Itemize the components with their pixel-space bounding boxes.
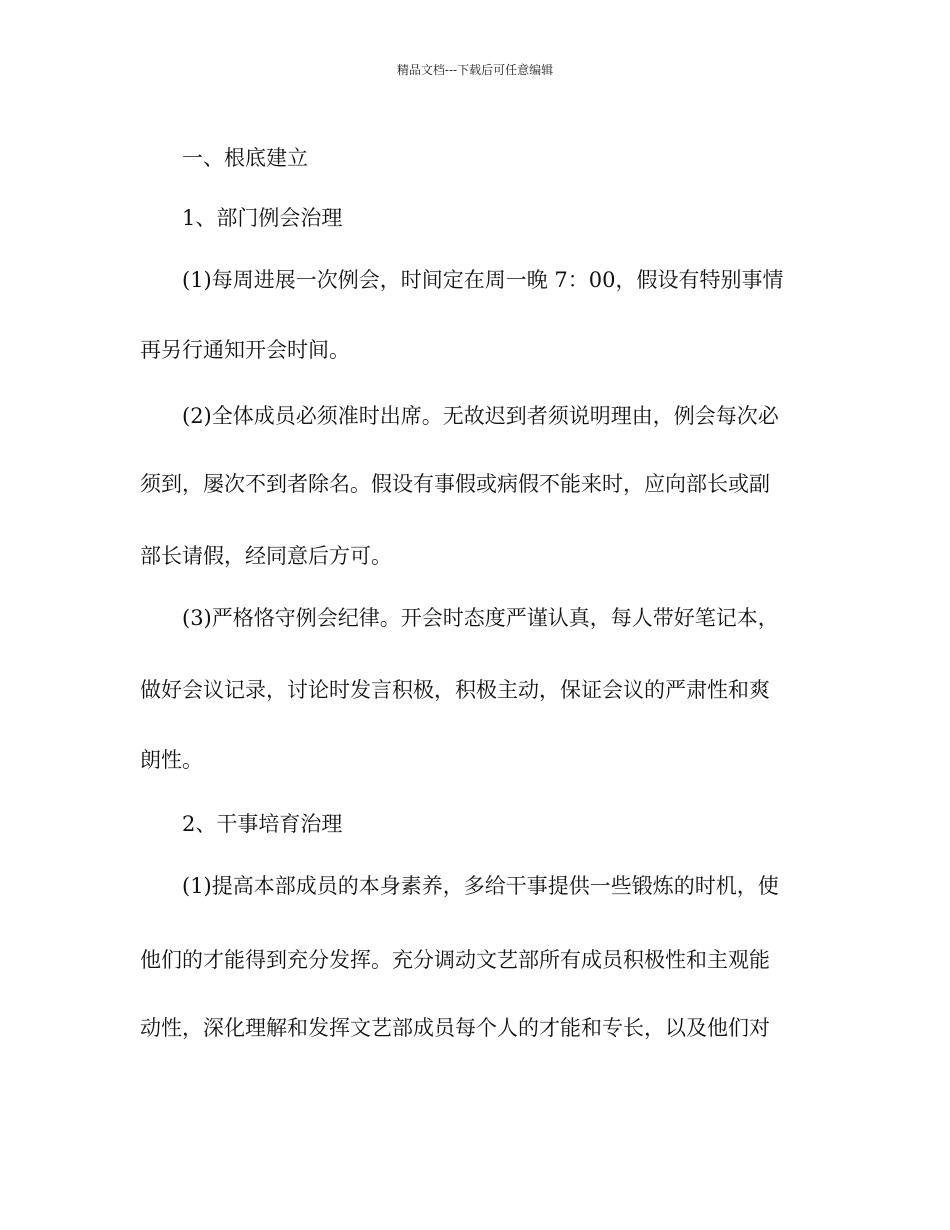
paragraph-line: 部长请假，经同意后方可。 (140, 544, 392, 568)
paragraph-line: (1)提高本部成员的本身素养，多给干事提供一些锻炼的时机，使 (182, 874, 779, 898)
subsection-heading: 1、部门例会治理 (182, 206, 343, 230)
subsection-heading: 2、干事培育治理 (182, 812, 343, 836)
paragraph-line: (3)严格恪守例会纪律。开会时态度严谨认真，每人带好笔记本， (182, 606, 779, 630)
paragraph-line: 他们的才能得到充分发挥。充分调动文艺部所有成员积极性和主观能 (140, 948, 770, 972)
section-heading: 一、根底建立 (182, 146, 308, 170)
paragraph-line: (1)每周进展一次例会，时间定在周一晚 7：00，假设有特别事情 (182, 268, 784, 292)
paragraph-line: 动性，深化理解和发挥文艺部成员每个人的才能和专长，以及他们对 (140, 1016, 770, 1040)
paragraph-line: 做好会议记录，讨论时发言积极，积极主动，保证会议的严肃性和爽 (140, 678, 770, 702)
paragraph-line: 朗性。 (140, 748, 203, 772)
paragraph-line: (2)全体成员必须准时出席。无故迟到者须说明理由，例会每次必 (182, 404, 779, 428)
paragraph-line: 须到，屡次不到者除名。假设有事假或病假不能来时，应向部长或副 (140, 472, 770, 496)
page-header: 精品文档---下载后可任意编辑 (396, 63, 554, 77)
paragraph-line: 再另行通知开会时间。 (140, 338, 350, 362)
